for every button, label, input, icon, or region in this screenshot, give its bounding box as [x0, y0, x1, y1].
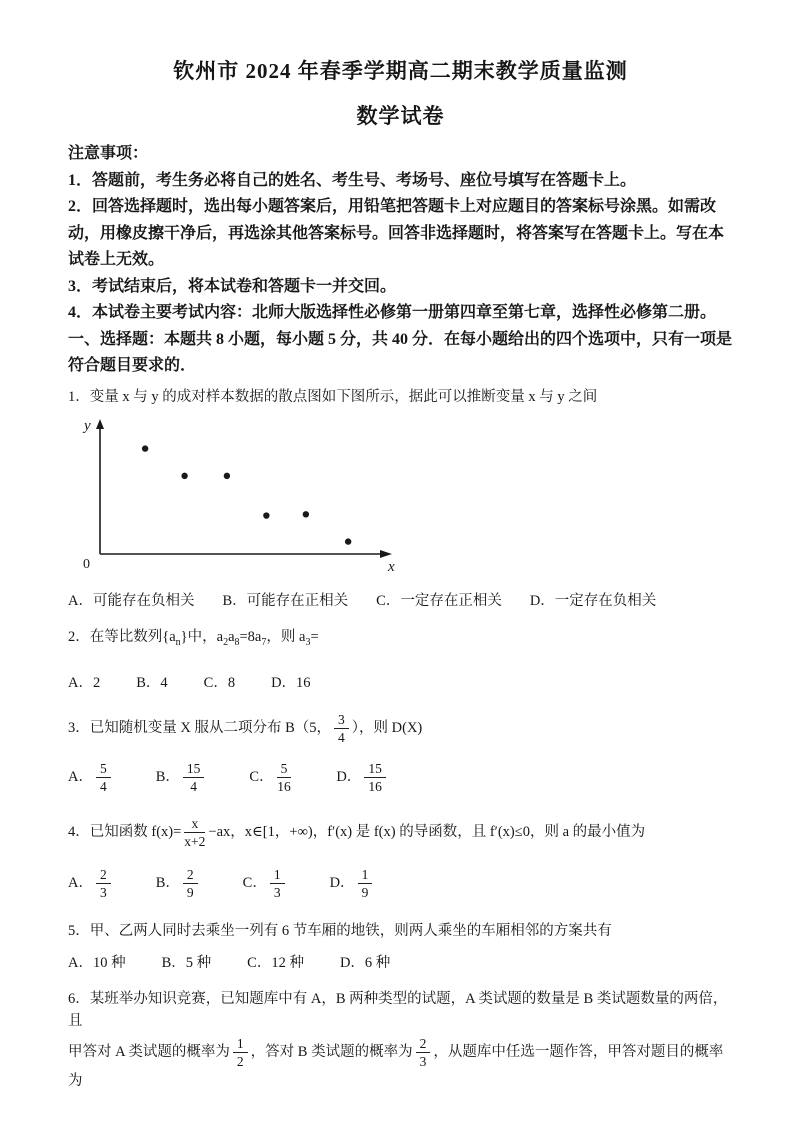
- notice-item-2: 2．回答选择题时，选出每小题答案后，用铅笔把答题卡上对应题目的答案标号涂黑。如需改动，用橡皮擦干净后，再选涂其他答案标号。回答非选择题时，将答案写在答题卡上。写在本试卷上无效。: [68, 198, 725, 268]
- q5-option-a: A．10 种: [68, 955, 126, 972]
- question-1-stem: 1．变量 x 与 y 的成对样本数据的散点图如下图所示，据此可以推断变量 x 与 y 之间: [68, 388, 598, 405]
- question-4-options: [68, 867, 733, 900]
- exam-title-line1: 钦州市 2024 年春季学期高二期末教学质量监测: [173, 59, 628, 83]
- question-1-options: [68, 590, 733, 612]
- x-axis-label: x: [388, 558, 395, 574]
- q3-option-c: C． $\frac{5}{16}$: [249, 760, 291, 794]
- notice-item-4: 4．本试卷主要考试内容：北师大版选择性必修第一册第四章至第七章，选择性必修第二册。: [68, 304, 717, 321]
- q4-option-a: A． $\frac{2}{3}$: [68, 867, 114, 900]
- q1-option-d: D．一定存在负相关: [529, 592, 657, 609]
- y-axis-label: y: [84, 417, 91, 434]
- q2-option-a: A．2: [68, 674, 101, 691]
- question-2-options: [68, 672, 733, 694]
- notice-heading: 注意事项：: [68, 145, 149, 162]
- question-6-stem-line2: 甲答对 A 类试题的概率为 $\frac{1}{2}$ ，答对 B 类试题的概率为 $\frac{2}{3}$ ，从题库中任选一题作答，甲答对题目的概率为: [68, 1036, 724, 1089]
- scatter-plot: [70, 414, 733, 574]
- fraction: $\frac{1}{9}$: [358, 867, 373, 900]
- q1-option-c: C．一定存在正相关: [376, 592, 502, 609]
- fraction: $\frac{3}{4}$: [334, 712, 349, 745]
- scatter-points: [142, 445, 351, 544]
- fraction: $\frac{5}{16}$: [277, 760, 291, 794]
- question-6-stem-line1: 6．某班举办知识竞赛，已知题库中有 A，B 两种类型的试题，A 类试题的数量是 B 类试题数量的两倍，且: [68, 991, 728, 1030]
- question-5-stem: 5．甲、乙两人同时去乘坐一列有 6 节车厢的地铁，则两人乘坐的车厢相邻的方案共有: [68, 923, 612, 940]
- notice-section: [68, 141, 733, 327]
- q5-option-c: C．12 种: [247, 955, 304, 972]
- q5-option-d: D．6 种: [339, 955, 391, 972]
- origin-label: 0: [83, 556, 90, 572]
- fraction: $\frac{1}{3}$: [270, 867, 285, 900]
- fraction: $\frac{15}{4}$: [183, 761, 205, 794]
- q4-option-b: B． $\frac{2}{9}$: [156, 867, 201, 900]
- q2-option-d: D．16: [271, 674, 311, 691]
- fraction: $\frac{15}{16}$: [364, 761, 386, 794]
- question-4-stem: 4．已知函数 f(x)= $\frac{x}{x+2}$ −ax，x∈[1，+∞)，f′(x) 是 f(x) 的导函数，且 f′(x)≤0，则 a 的最小值为: [68, 815, 646, 850]
- q4-option-d: D． $\frac{1}{9}$: [330, 867, 376, 900]
- exam-title-line2: 数学试卷: [356, 104, 445, 128]
- q3-option-b: B． $\frac{15}{4}$: [156, 761, 208, 794]
- fraction: $\frac{2}{9}$: [183, 867, 198, 900]
- q3-option-d: D． $\frac{15}{16}$: [336, 761, 388, 794]
- notice-item-3: 3．考试结束后，将本试卷和答题卡一并交回。: [68, 277, 397, 295]
- q5-option-b: B．5 种: [161, 955, 212, 972]
- fraction: $\frac{1}{2}$: [233, 1036, 248, 1069]
- fraction: $\frac{2}{3}$: [416, 1036, 431, 1069]
- x-axis-arrow-icon: [380, 550, 392, 558]
- question-3-options: [68, 761, 733, 794]
- notice-item-1: 1．答题前，考生务必将自己的姓名、考生号、考场号、座位号填写在答题卡上。: [68, 171, 637, 189]
- fraction: $\frac{2}{3}$: [96, 867, 111, 900]
- fraction: $\frac{5}{4}$: [96, 761, 111, 794]
- question-2-stem: 2．在等比数列$\{a_n\}$中，$a_2a_8=8a_7$，则 $a_3=$: [68, 628, 319, 648]
- q4-option-c: C． $\frac{1}{3}$: [243, 867, 288, 900]
- question-3-stem: 3．已知随机变量 X 服从二项分布 B（5， $\frac{3}{4}$ ），则 D(X): [68, 711, 423, 745]
- section-1-heading: 一、选择题：本题共 8 小题，每小题 5 分，共 40 分．在每小题给出的四个选项中，只有一项是符合题目要求的．: [68, 330, 733, 374]
- q3-option-a: A． $\frac{5}{4}$: [68, 761, 114, 794]
- q1-option-b: B．可能存在正相关: [222, 592, 349, 609]
- scatter-plot-svg: [70, 414, 404, 574]
- q2-option-b: B．4: [136, 674, 168, 691]
- q2-option-c: C．8: [203, 674, 236, 691]
- fraction: $\frac{x}{x+2}$: [184, 815, 206, 850]
- y-axis-arrow-icon: [96, 419, 104, 429]
- question-5-options: [68, 952, 733, 974]
- q1-option-a: A．可能存在负相关: [68, 592, 195, 609]
